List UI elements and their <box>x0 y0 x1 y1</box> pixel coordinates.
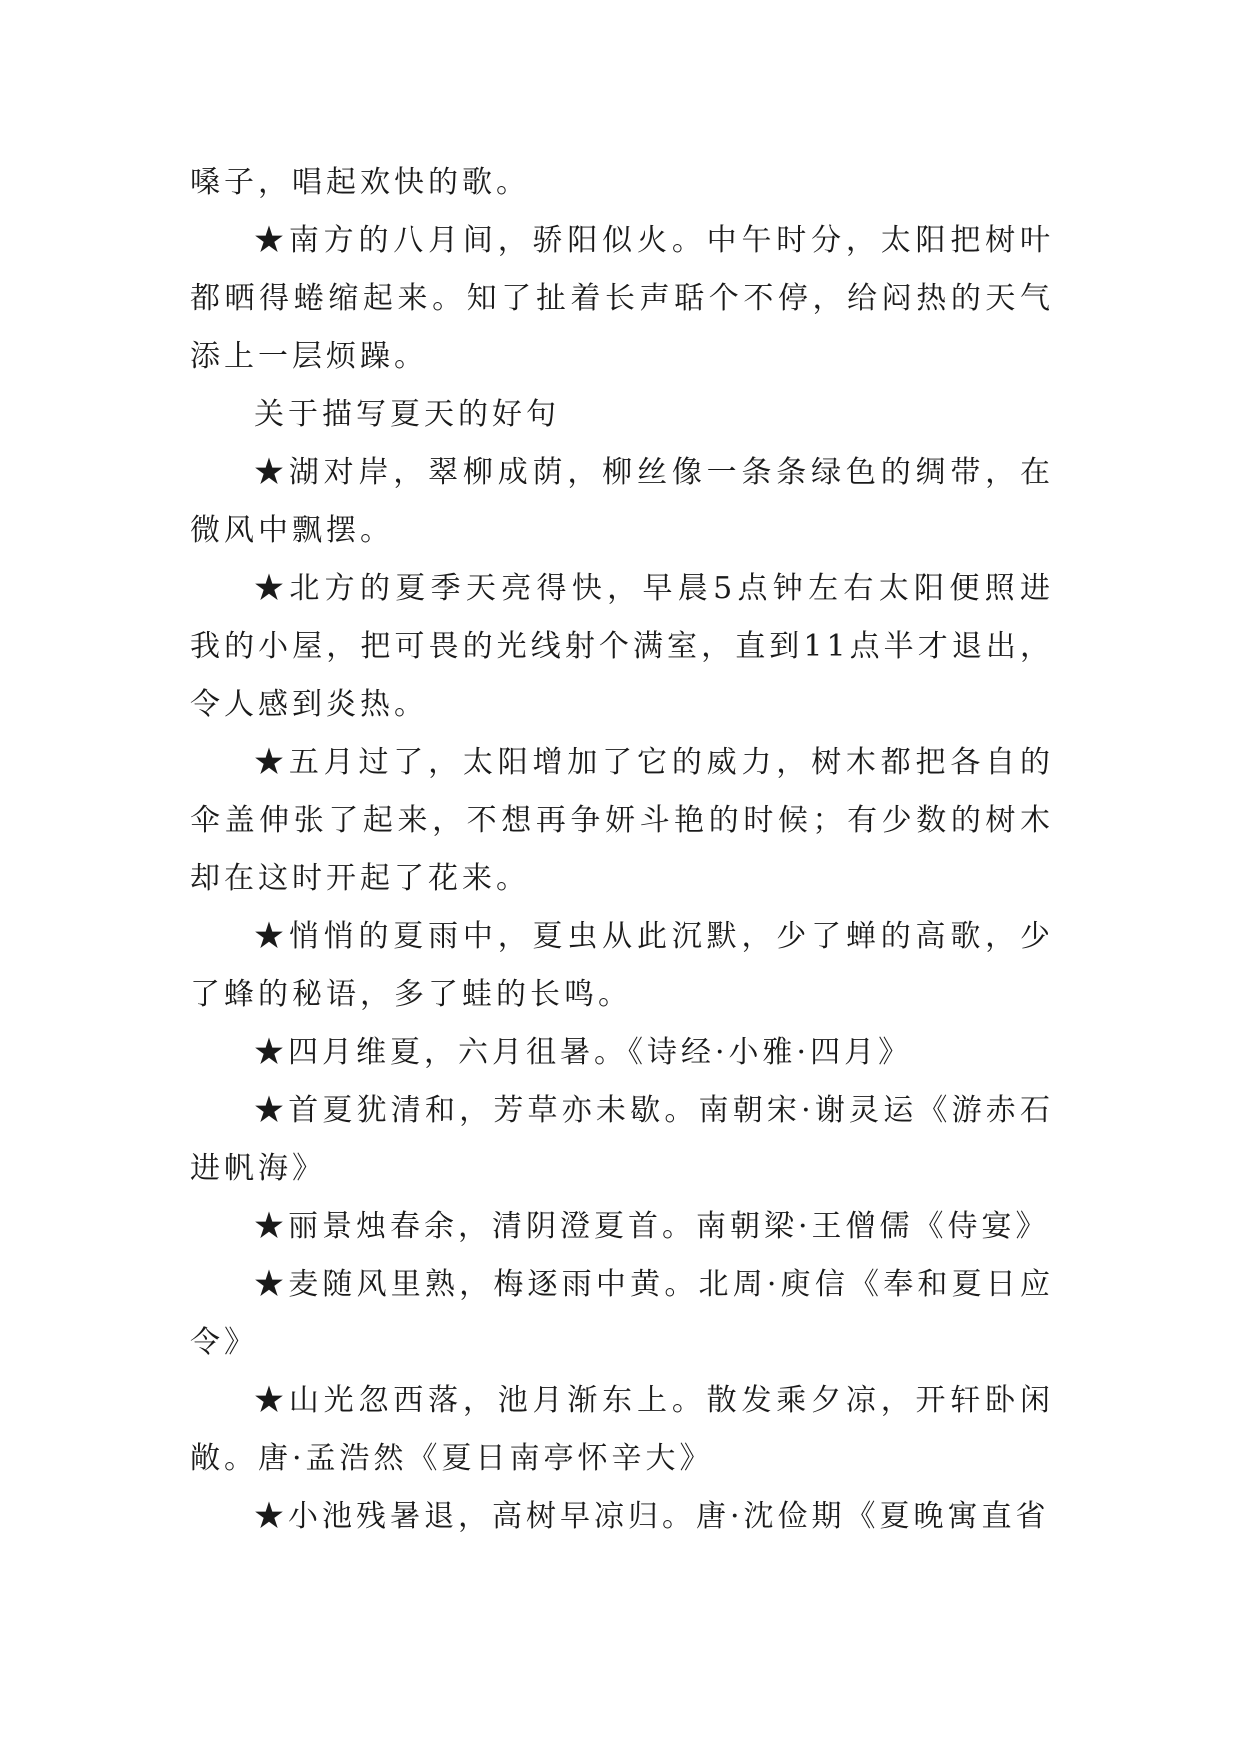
paragraph: ★南方的八月间，骄阳似火。中午时分，太阳把树叶都晒得蜷缩起来。知了扯着长声聒个不停，给闷热的天气添上一层烦躁。 <box>190 223 1054 374</box>
paragraph: ★四月维夏，六月徂暑。《诗经·小雅·四月》 <box>254 1035 913 1070</box>
section-heading: 关于描写夏天的好句 <box>254 397 560 432</box>
paragraph: ★北方的夏季天亮得快，早晨5点钟左右太阳便照进我的小屋，把可畏的光线射个满室，直到11点半才退出，令人感到炎热。 <box>190 571 1054 722</box>
paragraph: ★丽景烛春余，清阴澄夏首。南朝梁·王僧儒《侍宴》 <box>254 1209 1050 1244</box>
paragraph: ★山光忽西落，池月渐东上。散发乘夕凉，开轩卧闲敞。唐·孟浩然《夏日南亭怀辛大》 <box>190 1383 1054 1476</box>
document-body <box>190 154 1054 1546</box>
paragraph: ★麦随风里熟，梅逐雨中黄。北周·庾信《奉和夏日应令》 <box>190 1267 1054 1360</box>
paragraph: ★小池残暑退，高树早凉归。唐·沈俭期《夏晚寓直省 <box>254 1499 1050 1534</box>
paragraph: ★首夏犹清和，芳草亦未歇。南朝宋·谢灵运《游赤石进帆海》 <box>190 1093 1054 1186</box>
paragraph: ★湖对岸，翠柳成荫，柳丝像一条条绿色的绸带，在微风中飘摆。 <box>190 455 1054 548</box>
paragraph: ★悄悄的夏雨中，夏虫从此沉默，少了蝉的高歌，少了蜂的秘语，多了蛙的长鸣。 <box>190 919 1054 1012</box>
paragraph: 嗓子，唱起欢快的歌。 <box>190 165 530 200</box>
paragraph: ★五月过了，太阳增加了它的威力，树木都把各自的伞盖伸张了起来，不想再争妍斗艳的时候；有少数的树木却在这时开起了花来。 <box>190 745 1054 896</box>
